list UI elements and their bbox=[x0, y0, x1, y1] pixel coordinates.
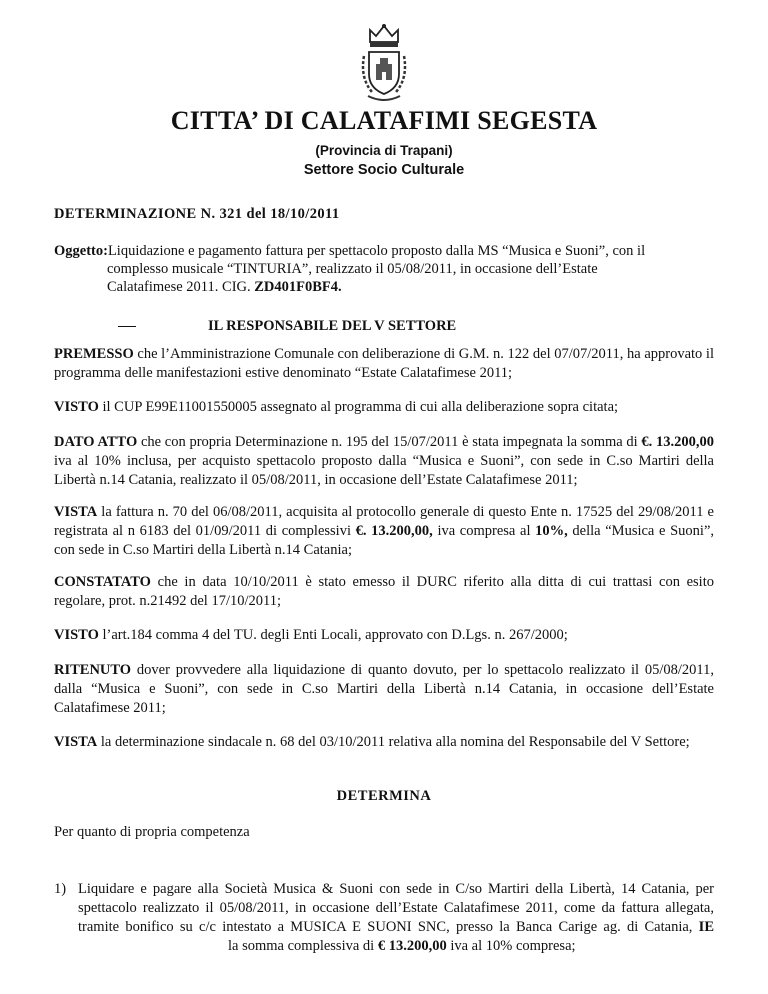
item-number: 1) bbox=[54, 881, 67, 897]
dato-atto-text-2: iva al 10% inclusa, per acquisto spettacolo proposto dalla “Musica e Suoni”, con sede in C.so Martiri della Libertà n.14 Catania, realizzato il 05/08/2011, in occasione dell’Estate Calatafimese 2011; bbox=[54, 453, 714, 488]
vista-fattura-iva: 10%, bbox=[535, 523, 568, 539]
visto-tu-label: VISTO bbox=[54, 627, 99, 643]
subject-line-1: Liquidazione e pagamento fattura per spettacolo proposto dalla MS “Musica e Suoni”, con il bbox=[107, 243, 646, 259]
vista-sindacale-label: VISTA bbox=[54, 734, 98, 750]
vista-fattura-text-3: della “Musica e Suoni”, con sede in C.so Martiri della Libertà n.14 Catania; bbox=[54, 523, 715, 558]
subject-line-2: complesso musicale “TINTURIA”, realizzato il 05/08/2011, in occasione dell’Estate bbox=[107, 261, 598, 277]
visto-cup-paragraph bbox=[54, 398, 714, 417]
premesso-label: PREMESSO bbox=[54, 346, 134, 362]
item-text-1: Liquidare e pagare alla Società Musica & Suoni con sede in C/so Martiri della Libertà, 14 Catania, per spettacolo realizzato il 05/08/2011, in occasione dell’Estate Calatafimese 2011, come da fattura allegata, tramite bonifico su c/c intestato a MUSICA E SUONI SNC, presso la Banca Carige ag. di Catania, bbox=[78, 881, 714, 935]
vista-sindacale-text: la determinazione sindacale n. 68 del 03/10/2011 relativa alla nomina del Responsabile del V Settore; bbox=[97, 734, 690, 750]
cig-code: ZD401F0BF4. bbox=[254, 279, 342, 295]
constatato-paragraph bbox=[54, 573, 714, 611]
vista-fattura-text-1: la fattura n. 70 del 06/08/2011, acquisita al protocollo generale di questo Ente n. 17525 del 29/08/2011 e registrata al n 6183 del 01/09/2011 di complessivi bbox=[54, 504, 714, 539]
dato-atto-text-1: che con propria Determinazione n. 195 del 15/07/2011 è stata impegnata la somma di bbox=[137, 434, 642, 450]
subject-line-3 bbox=[54, 278, 694, 296]
city-title: CITTA’ DI CALATAFIMI SEGESTA bbox=[170, 106, 598, 135]
visto-cup-text: il CUP E99E11001550005 assegnato al programma di cui alla deliberazione sopra citata; bbox=[98, 399, 619, 415]
determination-number: DETERMINAZIONE N. 321 del 18/10/2011 bbox=[54, 206, 340, 222]
item-amount: € 13.200,00 bbox=[377, 938, 447, 954]
visto-tu-text: l’art.184 comma 4 del TU. degli Enti Locali, approvato con D.Lgs. n. 267/2000; bbox=[98, 627, 568, 643]
premesso-paragraph bbox=[54, 345, 714, 383]
dato-atto-label: DATO ATTO bbox=[54, 434, 138, 450]
ritenuto-text: dover provvedere alla liquidazione di quanto dovuto, per lo spettacolo realizzato il 05/08/2011, dalla “Musica e Suoni”, con sede in C.so Martiri della Libertà n.14 Catania, in occasione dell’Estate Calatafimese 2011; bbox=[54, 662, 714, 716]
item-text-2: la somma complessiva di bbox=[228, 938, 378, 954]
constatato-text: che in data 10/10/2011 è stato emesso il DURC riferito alla ditta di cui trattasi con esito regolare, prot. n.21492 del 17/10/2011; bbox=[54, 574, 714, 609]
visto-tu-paragraph bbox=[54, 626, 714, 645]
dato-atto-paragraph bbox=[54, 433, 714, 490]
visto-cup-label: VISTO bbox=[54, 399, 99, 415]
determina-heading: DETERMINA bbox=[336, 788, 432, 804]
iban-fragment: IE bbox=[698, 919, 714, 935]
constatato-label: CONSTATATO bbox=[54, 574, 151, 590]
item-text bbox=[78, 880, 714, 956]
competenza-line: Per quanto di propria competenza bbox=[54, 824, 250, 840]
subject-label: Oggetto: bbox=[54, 243, 108, 259]
ritenuto-label: RITENUTO bbox=[54, 662, 132, 678]
vista-fattura-text-2: iva compresa al bbox=[432, 523, 536, 539]
item-text-3: iva al 10% compresa; bbox=[446, 938, 576, 954]
ritenuto-paragraph bbox=[54, 661, 714, 718]
decorative-dash bbox=[118, 326, 136, 327]
vista-fattura-paragraph bbox=[54, 503, 714, 560]
city-crest-icon bbox=[356, 22, 412, 104]
responsabile-heading-text: IL RESPONSABILE DEL V SETTORE bbox=[208, 318, 457, 334]
premesso-text: che l’Amministrazione Comunale con deliberazione di G.M. n. 122 del 07/07/2011, ha approvato il programma delle manifestazioni estive denominato “Estate Calatafimese 2011; bbox=[54, 346, 714, 381]
sector-subtitle: Settore Socio Culturale bbox=[303, 162, 465, 178]
determina-item-1 bbox=[54, 880, 714, 956]
province-subtitle: (Provincia di Trapani) bbox=[315, 143, 453, 158]
dato-atto-amount: €. 13.200,00 bbox=[641, 434, 714, 450]
vista-fattura-amount: €. 13.200,00, bbox=[355, 523, 433, 539]
vista-sindacale-paragraph bbox=[54, 733, 714, 752]
subject-block bbox=[54, 242, 694, 296]
subject-line-3-text: Calatafimese 2011. CIG. bbox=[107, 279, 251, 295]
vista-fattura-label: VISTA bbox=[54, 504, 98, 520]
responsabile-heading bbox=[118, 318, 456, 335]
